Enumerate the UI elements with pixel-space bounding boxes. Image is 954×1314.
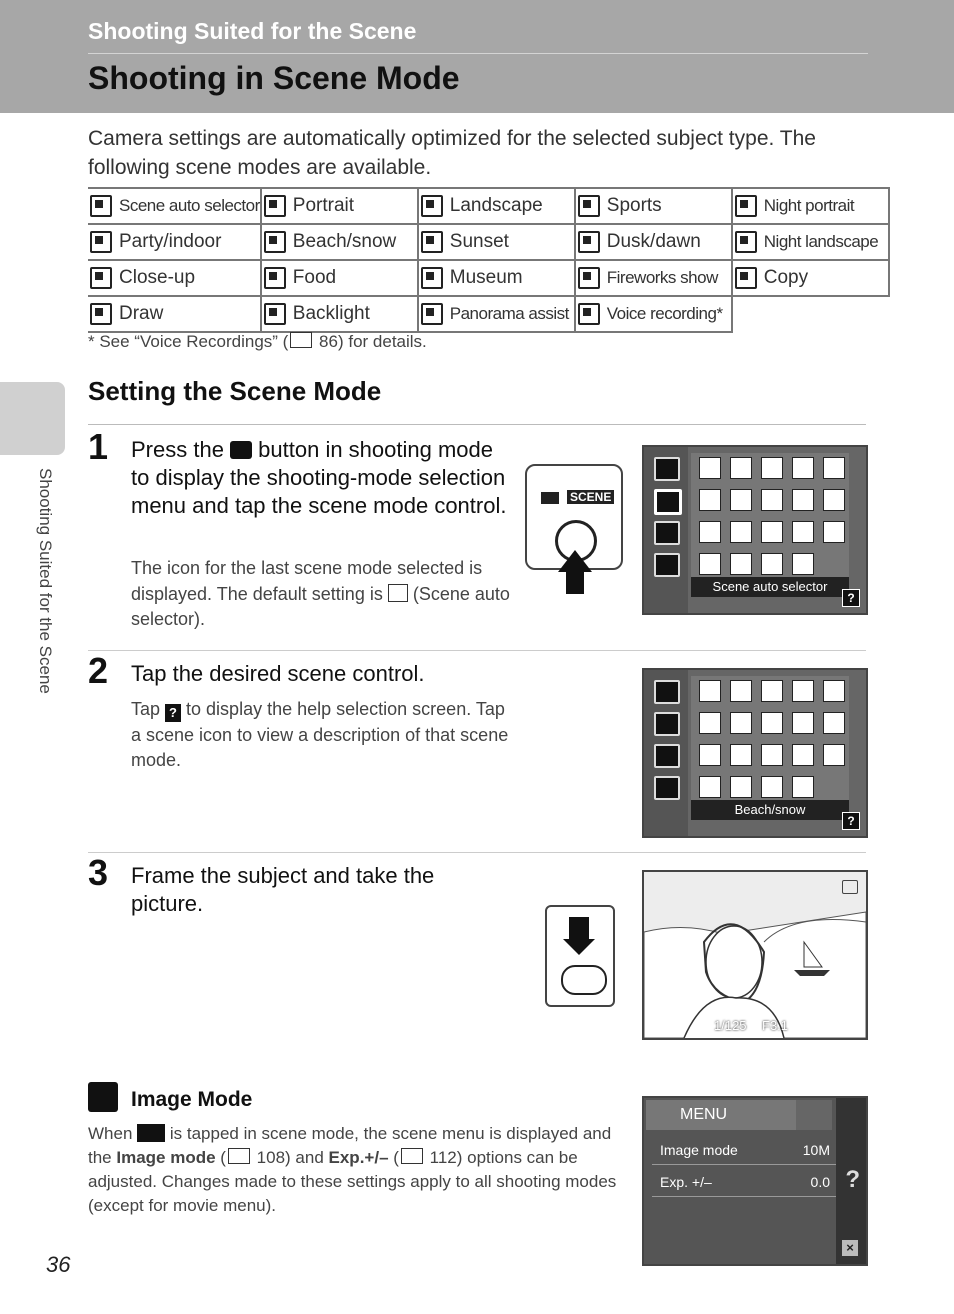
step-2-body-b: to display the help selection screen. Tap a scene icon to view a description of that scene mode. xyxy=(131,699,509,770)
down-arrow-icon xyxy=(569,917,589,941)
panorama-icon xyxy=(421,303,443,325)
draw-icon xyxy=(90,303,112,325)
dusk-icon[interactable] xyxy=(792,712,814,734)
movie-mode-icon[interactable] xyxy=(654,553,680,577)
camera-icon xyxy=(230,441,252,459)
mode-label: Copy xyxy=(763,267,809,288)
night-landscape-icon[interactable] xyxy=(823,712,845,734)
mode-entry xyxy=(576,195,731,217)
book-icon xyxy=(290,332,312,348)
fireworks-icon xyxy=(578,267,600,289)
stabilization-icon xyxy=(842,880,858,894)
mode-label: Sunset xyxy=(449,231,509,252)
mode-label: Backlight xyxy=(292,303,370,324)
mode-label: Party/indoor xyxy=(119,231,222,252)
menu-tab[interactable] xyxy=(646,1100,800,1130)
mode-label: Dusk/dawn xyxy=(606,231,701,252)
step-3-number: 3 xyxy=(88,852,109,893)
scene-auto-icon xyxy=(388,584,408,602)
mode-column xyxy=(644,447,688,613)
sports-icon xyxy=(578,195,600,217)
food-icon xyxy=(264,267,286,289)
museum-icon[interactable] xyxy=(761,744,783,766)
step-1-number: 1 xyxy=(88,426,109,467)
mode-label: Portrait xyxy=(292,195,355,216)
scene-auto-icon[interactable] xyxy=(699,680,721,702)
mode-label: Landscape xyxy=(449,195,543,216)
mode-cell xyxy=(575,188,732,224)
mode-cell xyxy=(418,224,575,260)
mode-label: Beach/snow xyxy=(292,231,397,252)
scene-caption: Scene auto selector xyxy=(691,577,849,597)
mode-cell xyxy=(261,224,418,260)
mode-entry xyxy=(576,303,731,325)
scene-icon-grid xyxy=(691,453,849,583)
setting-title: Setting the Scene Mode xyxy=(88,376,382,406)
mode-entry xyxy=(88,231,260,253)
landscape-icon[interactable] xyxy=(761,457,783,479)
step-1-body xyxy=(131,556,511,633)
mode-cell xyxy=(261,188,418,224)
mode-cell xyxy=(575,260,732,296)
note-text-e: ( xyxy=(388,1148,399,1167)
step-divider-2 xyxy=(88,852,866,853)
fireworks-icon[interactable] xyxy=(792,744,814,766)
finger-icon xyxy=(561,965,607,995)
help-icon[interactable]: ? xyxy=(845,1166,860,1193)
scene-caption: Beach/snow xyxy=(691,800,849,820)
mode-cell xyxy=(575,296,732,332)
voice-icon xyxy=(578,303,600,325)
party-icon xyxy=(90,231,112,253)
mode-entry xyxy=(262,267,417,289)
night-landscape-icon[interactable] xyxy=(823,489,845,511)
dusk-icon xyxy=(578,231,600,253)
landscape-icon xyxy=(421,195,443,217)
mode-entry xyxy=(733,195,888,217)
mode-row xyxy=(88,224,889,260)
portrait-icon[interactable] xyxy=(730,457,752,479)
fireworks-icon[interactable] xyxy=(792,521,814,543)
mode-entry xyxy=(88,303,260,325)
party-icon[interactable] xyxy=(699,489,721,511)
panorama-icon[interactable] xyxy=(761,553,783,575)
menu-row-label: Exp. +/– xyxy=(660,1174,712,1190)
footnote xyxy=(88,332,427,352)
shutter-press-illustration xyxy=(545,905,615,1007)
mode-label: Voice recording* xyxy=(606,304,723,323)
mode-label: Draw xyxy=(119,303,164,324)
mode-entry xyxy=(733,231,888,253)
step-1-body-a: The icon for the last scene mode selected is displayed. The default setting is xyxy=(131,558,483,604)
food-icon[interactable] xyxy=(730,744,752,766)
mode-label: Food xyxy=(292,267,337,288)
mode-entry xyxy=(419,195,574,217)
backlight-icon[interactable] xyxy=(730,776,752,798)
draw-icon[interactable] xyxy=(699,553,721,575)
camera-mode-icon[interactable] xyxy=(654,457,680,481)
step-2-number: 2 xyxy=(88,650,109,691)
live-view-screen xyxy=(642,870,868,1040)
mode-row xyxy=(88,188,889,224)
scene-menu-screen xyxy=(642,1096,868,1266)
mode-entry xyxy=(88,267,260,289)
step-2-body xyxy=(131,697,511,774)
mode-cell xyxy=(575,224,732,260)
note-icon xyxy=(88,1082,118,1112)
night-portrait-icon[interactable] xyxy=(823,680,845,702)
mode-entry xyxy=(733,267,888,289)
menu-row-exp[interactable] xyxy=(652,1168,836,1197)
menu-row-label: Image mode xyxy=(660,1142,738,1158)
night-portrait-icon xyxy=(735,195,757,217)
scene-mode-table xyxy=(88,187,890,333)
note-text-a: When xyxy=(88,1124,138,1143)
museum-icon xyxy=(421,267,443,289)
mode-entry xyxy=(419,303,574,325)
copy-icon[interactable] xyxy=(823,521,845,543)
camera-mode-icon[interactable] xyxy=(654,680,680,704)
section-title: Shooting Suited for the Scene xyxy=(88,18,417,44)
mode-cell xyxy=(732,224,889,260)
note-text-b: is tapped in scene mode, the scene menu is displayed and the xyxy=(88,1124,612,1167)
beach-icon xyxy=(264,231,286,253)
step-1-title xyxy=(131,436,511,520)
mode-column xyxy=(644,670,688,836)
help-icon[interactable]: ? xyxy=(842,589,860,607)
closeup-icon[interactable] xyxy=(699,521,721,543)
menu-title: MENU xyxy=(680,1106,728,1123)
mode-cell xyxy=(261,296,418,332)
voice-icon[interactable] xyxy=(792,553,814,575)
step-1-body-b: (Scene auto selector). xyxy=(131,583,510,629)
sunset-icon[interactable] xyxy=(761,489,783,511)
copy-icon[interactable] xyxy=(823,744,845,766)
mode-label: Sports xyxy=(606,195,662,216)
mode-row xyxy=(88,296,889,332)
portrait-icon xyxy=(264,195,286,217)
step-2-title: Tap the desired scene control. xyxy=(131,661,425,686)
note-body xyxy=(88,1122,618,1218)
mode-label: Close-up xyxy=(119,267,196,288)
mode-entry xyxy=(576,231,731,253)
page-title: Shooting in Scene Mode xyxy=(88,60,460,96)
mode-cell xyxy=(88,188,261,224)
header-rule xyxy=(88,53,868,54)
help-icon: ? xyxy=(165,704,181,722)
draw-icon[interactable] xyxy=(699,776,721,798)
copy-icon xyxy=(735,267,757,289)
scene-menu-screen-2 xyxy=(642,668,868,838)
help-icon[interactable]: ? xyxy=(842,812,860,830)
note-text-c: ( xyxy=(215,1148,226,1167)
museum-icon[interactable] xyxy=(761,521,783,543)
wrench-icon[interactable] xyxy=(796,1100,832,1130)
mode-row xyxy=(88,260,889,296)
book-icon xyxy=(401,1148,423,1164)
press-arrow-icon xyxy=(558,550,592,572)
mode-label: Museum xyxy=(449,267,523,288)
footnote-post: 86) for details. xyxy=(314,332,427,351)
mode-entry xyxy=(419,231,574,253)
movie-icon xyxy=(541,492,559,504)
mode-label: Fireworks show xyxy=(606,268,718,287)
step-3-title: Frame the subject and take the picture. xyxy=(131,863,435,916)
shutter-speed: 1/125 xyxy=(714,1018,747,1033)
voice-icon[interactable] xyxy=(792,776,814,798)
portrait-icon[interactable] xyxy=(730,680,752,702)
setting-rule xyxy=(88,424,866,425)
sunset-icon xyxy=(421,231,443,253)
panorama-icon[interactable] xyxy=(761,776,783,798)
page-number: 36 xyxy=(46,1252,71,1277)
mode-entry xyxy=(262,303,417,325)
sidebar-vertical-label: Shooting Suited for the Scene xyxy=(36,468,55,694)
mode-cell xyxy=(88,224,261,260)
mode-cell xyxy=(261,260,418,296)
mode-cell xyxy=(732,260,889,296)
landscape-icon[interactable] xyxy=(761,680,783,702)
mode-entry xyxy=(88,195,260,217)
party-icon[interactable] xyxy=(699,712,721,734)
down-arrow-head xyxy=(563,939,595,955)
note-image-mode: Image mode xyxy=(116,1148,216,1167)
mode-cell xyxy=(418,296,575,332)
night-portrait-icon[interactable] xyxy=(823,457,845,479)
aperture: F3.1 xyxy=(762,1018,789,1033)
mode-cell xyxy=(418,260,575,296)
movie-mode-icon[interactable] xyxy=(654,776,680,800)
empty-cell xyxy=(732,296,889,332)
menu-row-value: 0.0 xyxy=(810,1174,830,1190)
step-1-title-a: Press the xyxy=(131,437,231,462)
book-icon xyxy=(228,1148,250,1164)
menu-icon xyxy=(137,1124,165,1142)
mode-label: Night landscape xyxy=(763,232,879,251)
beach-icon[interactable] xyxy=(730,489,752,511)
night-landscape-icon xyxy=(735,231,757,253)
step-divider-1 xyxy=(88,650,866,651)
note-exp: Exp.+/– xyxy=(328,1148,389,1167)
note-text-f: 112) options can be adjusted. Changes made to these settings apply to all shooting modes (except for movie menu). xyxy=(88,1148,617,1215)
dusk-icon[interactable] xyxy=(792,489,814,511)
scene-auto-icon xyxy=(90,195,112,217)
note-text-d: 108) and xyxy=(251,1148,329,1167)
scene-label: SCENE xyxy=(567,490,614,504)
mode-label: Night portrait xyxy=(763,196,855,215)
scene-auto-icon[interactable] xyxy=(699,457,721,479)
smart-portrait-icon[interactable] xyxy=(654,521,680,545)
page-header xyxy=(0,0,954,113)
food-icon[interactable] xyxy=(730,521,752,543)
scene-mode-icon[interactable] xyxy=(654,712,680,736)
mode-entry xyxy=(576,267,731,289)
mode-cell xyxy=(88,296,261,332)
menu-row-image-mode[interactable] xyxy=(652,1136,836,1165)
backlight-icon[interactable] xyxy=(730,553,752,575)
sidebar-tab xyxy=(0,382,65,455)
mode-entry xyxy=(419,267,574,289)
press-arrow-stem xyxy=(566,572,584,594)
scene-icon-grid xyxy=(691,676,849,806)
step-1-title-b: button in shooting mode to display the shooting-mode selection menu and tap the scene mode control. xyxy=(131,437,507,518)
sunset-icon[interactable] xyxy=(761,712,783,734)
scene-menu-screen-1 xyxy=(642,445,868,615)
mode-label: Panorama assist xyxy=(449,304,569,323)
close-icon[interactable]: × xyxy=(842,1240,858,1256)
footnote-pre: * See “Voice Recordings” ( xyxy=(88,332,289,351)
sports-icon[interactable] xyxy=(792,680,814,702)
mode-entry xyxy=(262,231,417,253)
mode-cell xyxy=(732,188,889,224)
note-title: Image Mode xyxy=(131,1088,253,1111)
mode-cell xyxy=(88,260,261,296)
beach-icon[interactable] xyxy=(730,712,752,734)
menu-row-value: 10M xyxy=(802,1142,830,1158)
step-2-body-a: Tap xyxy=(131,699,166,719)
mode-cell xyxy=(418,188,575,224)
mode-entry xyxy=(262,195,417,217)
smart-portrait-icon[interactable] xyxy=(654,744,680,768)
sports-icon[interactable] xyxy=(792,457,814,479)
scene-mode-icon[interactable] xyxy=(654,489,682,515)
closeup-icon xyxy=(90,267,112,289)
mode-label: Scene auto selector xyxy=(119,196,260,215)
intro-text: Camera settings are automatically optimized for the selected subject type. The following scene modes are available. xyxy=(88,127,816,179)
backlight-icon xyxy=(264,303,286,325)
scene-photo xyxy=(644,872,866,1038)
closeup-icon[interactable] xyxy=(699,744,721,766)
